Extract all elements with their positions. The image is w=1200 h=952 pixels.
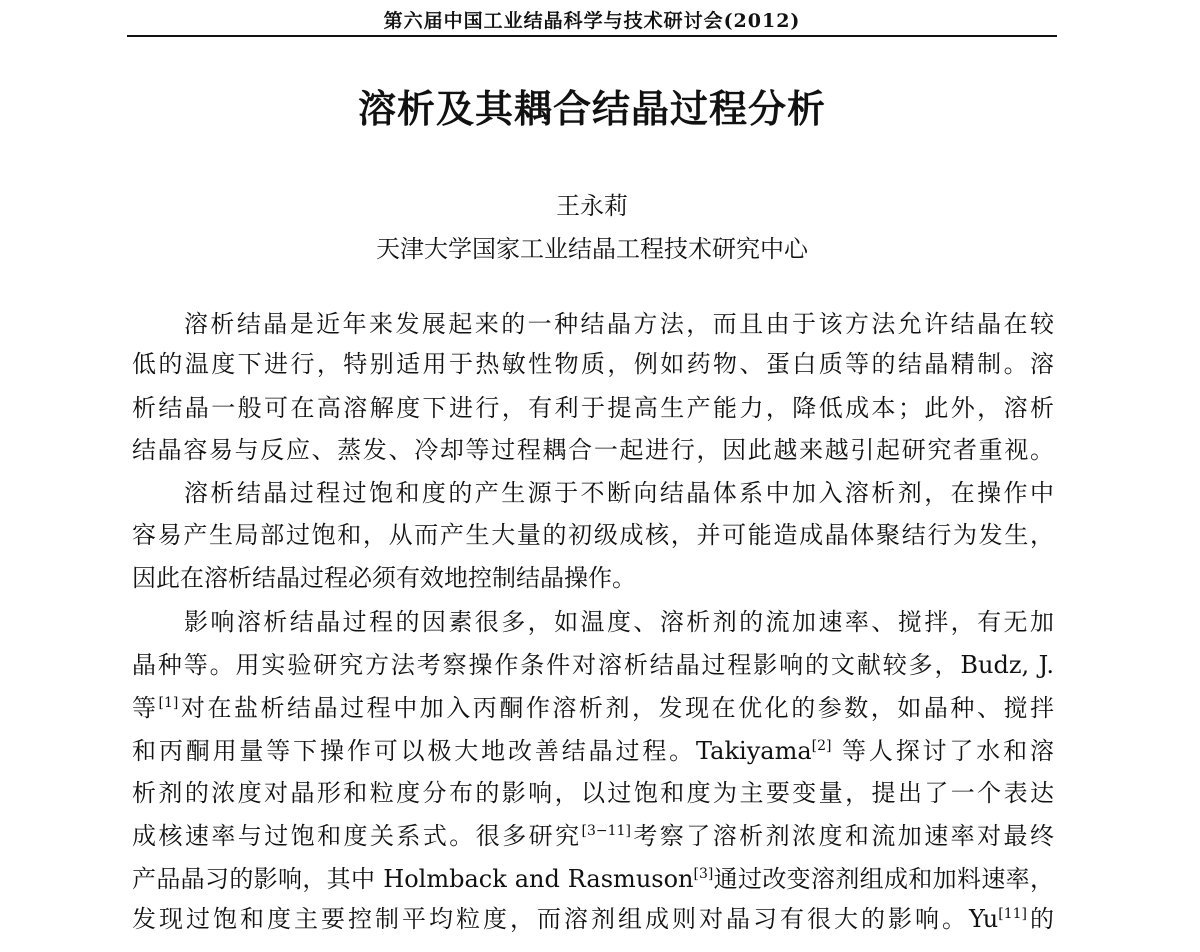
paragraph-3-line-8 [132, 899, 1054, 939]
paragraph-3-line-8-text-a: 发现过饱和度主要控制平均粒度，而溶剂组成则对晶习有很大的影响。Yu [132, 905, 999, 933]
paragraph-3-line-2: 晶种等。用实验研究方法考察操作条件对溶析结晶过程影响的文献较多，Budz, J. [132, 651, 1054, 679]
header-rule [127, 35, 1057, 37]
paragraph-1-line-1: 溶析结晶是近年来发展起来的一种结晶方法，而且由于该方法允许结晶在较 [184, 310, 1054, 338]
paragraph-3-line-7-text-b: 通过改变溶剂组成和加料速率， [713, 865, 1055, 893]
paragraph-3-line-7-text-a: 产品晶习的影响，其中 Holmback and Rasmuson [132, 865, 694, 893]
citation-3-11: [3−11] [581, 823, 631, 839]
paragraph-3-line-1: 影响溶析结晶过程的因素很多，如温度、溶析剂的流加速率、搅拌，有无加 [184, 608, 1054, 636]
paragraph-3-line-3-text-b: 对在盐析结晶过程中加入丙酮作溶析剂，发现在优化的参数，如晶种、搅拌 [178, 694, 1055, 722]
paragraph-3-line-6 [132, 816, 1054, 856]
paragraph-3-line-6-text-a: 成核速率与过饱和度关系式。很多研究 [132, 822, 582, 850]
citation-3: [3] [693, 866, 714, 882]
paragraph-1-line-4: 结晶容易与反应、蒸发、冷却等过程耦合一起进行，因此越来越引起研究者重视。 [132, 436, 1054, 464]
paragraph-3-line-6-text-b: 考察了溶析剂浓度和流加速率对最终 [630, 822, 1055, 850]
paragraph-3-line-4 [132, 731, 1054, 771]
paper-title: 溶析及其耦合结晶过程分析 [357, 86, 826, 131]
paragraph-1-line-2: 低的温度下进行，特别适用于热敏性物质，例如药物、蛋白质等的结晶精制。溶 [132, 350, 1054, 378]
paragraph-3-line-8-text-b: 的 [1027, 905, 1055, 933]
paragraph-3-line-4-text-b: 等人探讨了水和溶 [831, 737, 1054, 765]
paragraph-2-line-2: 容易产生局部过饱和，从而产生大量的初级成核，并可能造成晶体聚结行为发生， [132, 521, 1054, 549]
paragraph-1-line-3: 析结晶一般可在高溶解度下进行，有利于提高生产能力，降低成本；此外，溶析 [132, 394, 1054, 422]
paragraph-2-line-3: 因此在溶析结晶过程必须有效地控制结晶操作。 [132, 564, 636, 592]
author-name: 王永莉 [556, 192, 628, 220]
paragraph-3-line-3-text-a: 等 [132, 694, 159, 722]
paragraph-3-line-4-text-a: 和丙酮用量等下操作可以极大地改善结晶过程。Takiyama [132, 737, 812, 765]
paragraph-2-line-1: 溶析结晶过程过饱和度的产生源于不断向结晶体系中加入溶析剂，在操作中 [184, 479, 1054, 507]
citation-2: [2] [811, 738, 832, 754]
paragraph-3-line-5: 析剂的浓度对晶形和粒度分布的影响，以过饱和度为主要变量，提出了一个表达 [132, 779, 1054, 807]
conference-header: 第六届中国工业结晶科学与技术研讨会(2012) [383, 10, 801, 32]
paragraph-3-line-3 [132, 688, 1054, 728]
citation-11: [11] [998, 906, 1027, 922]
paragraph-3-line-7 [132, 859, 1054, 899]
citation-1: [1] [158, 695, 179, 711]
author-affiliation: 天津大学国家工业结晶工程技术研究中心 [376, 235, 808, 263]
